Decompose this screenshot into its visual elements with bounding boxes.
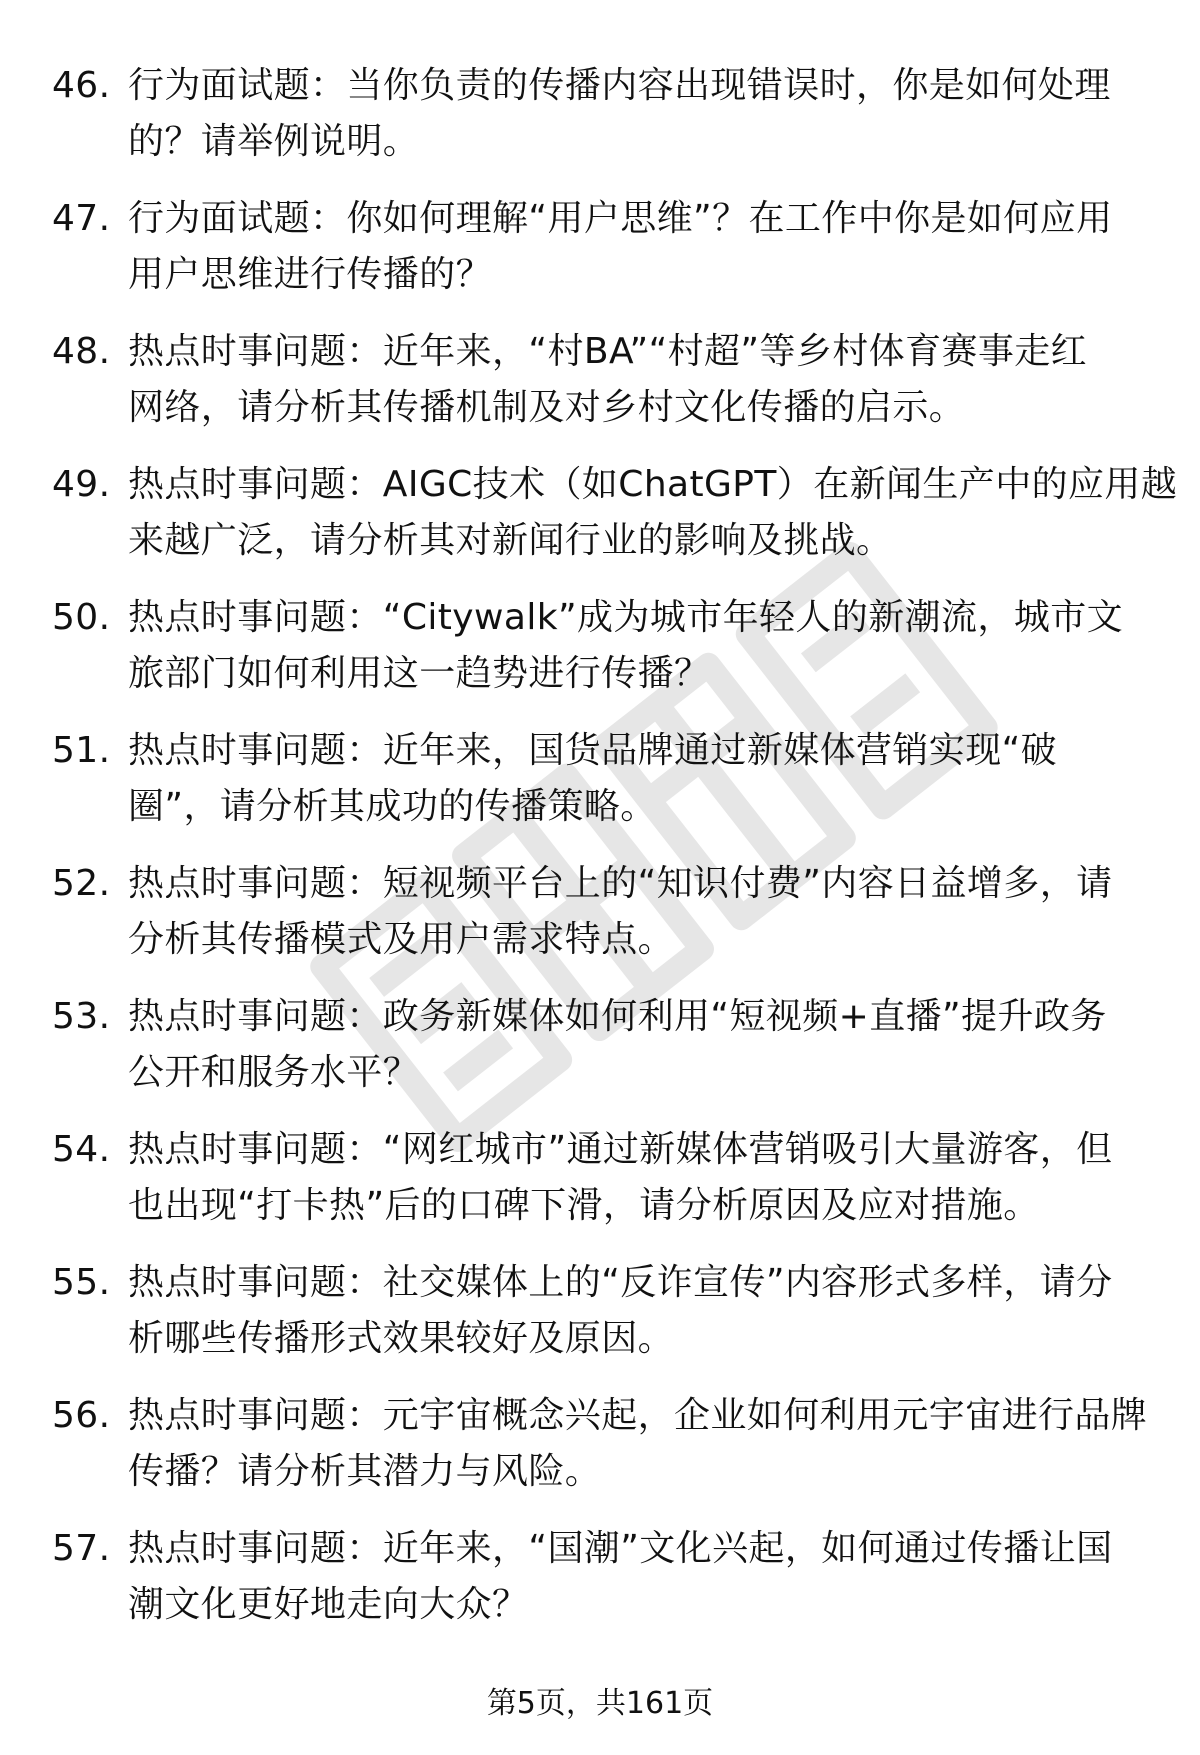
question-text bbox=[128, 1255, 1168, 1367]
question-item bbox=[52, 58, 1162, 191]
question-number: 49. bbox=[52, 464, 111, 505]
question-text-line: 传播？请分析其潜力与风险。 bbox=[128, 1451, 602, 1492]
page-number: 第5页，共161页 bbox=[486, 1686, 714, 1721]
question-text-line: 的？请举例说明。 bbox=[128, 121, 420, 162]
question-number: 53. bbox=[52, 996, 111, 1037]
question-text bbox=[128, 1122, 1168, 1234]
question-text bbox=[128, 989, 1168, 1101]
question-item bbox=[52, 191, 1162, 324]
question-text-line: 热点时事问题：元宇宙概念兴起，企业如何利用元宇宙进行品牌 bbox=[128, 1395, 1148, 1436]
question-item bbox=[52, 1521, 1162, 1654]
question-item bbox=[52, 723, 1162, 856]
question-number: 50. bbox=[52, 597, 111, 638]
question-text-line: 分析其传播模式及用户需求特点。 bbox=[128, 919, 675, 960]
question-text bbox=[128, 856, 1168, 968]
question-text-line: 用户思维进行传播的？ bbox=[128, 254, 493, 295]
question-text bbox=[128, 324, 1168, 436]
question-item bbox=[52, 1388, 1162, 1521]
question-number: 46. bbox=[52, 65, 111, 106]
question-text-line: 旅部门如何利用这一趋势进行传播？ bbox=[128, 653, 711, 694]
question-text-line: 圈”，请分析其成功的传播策略。 bbox=[128, 786, 657, 827]
question-text-line: 也出现“打卡热”后的口碑下滑，请分析原因及应对措施。 bbox=[128, 1185, 1040, 1226]
question-text-line: 热点时事问题：近年来，国货品牌通过新媒体营销实现“破 bbox=[128, 730, 1058, 771]
question-text-line: 潮文化更好地走向大众？ bbox=[128, 1584, 529, 1625]
question-text-line: 热点时事问题：近年来，“村BA”“村超”等乡村体育赛事走红 bbox=[128, 331, 1088, 372]
question-text bbox=[128, 457, 1178, 569]
question-number: 48. bbox=[52, 331, 111, 372]
question-item bbox=[52, 1255, 1162, 1388]
question-text-line: 行为面试题：当你负责的传播内容出现错误时，你是如何处理 bbox=[128, 65, 1111, 106]
question-text-line: 来越广泛，请分析其对新闻行业的影响及挑战。 bbox=[128, 520, 893, 561]
question-text bbox=[128, 723, 1168, 835]
question-text-line: 热点时事问题：社交媒体上的“反诈宣传”内容形式多样，请分 bbox=[128, 1262, 1113, 1303]
question-item bbox=[52, 324, 1162, 457]
question-text-line: 热点时事问题：短视频平台上的“知识付费”内容日益增多，请 bbox=[128, 863, 1113, 904]
question-text-line: 热点时事问题：近年来，“国潮”文化兴起，如何通过传播让国 bbox=[128, 1528, 1113, 1569]
question-item bbox=[52, 989, 1162, 1122]
question-item bbox=[52, 457, 1178, 590]
question-item bbox=[52, 1122, 1162, 1255]
question-number: 55. bbox=[52, 1262, 111, 1303]
question-text-line: 行为面试题：你如何理解“用户思维”？在工作中你是如何应用 bbox=[128, 198, 1113, 239]
question-number: 54. bbox=[52, 1129, 111, 1170]
question-number: 57. bbox=[52, 1528, 111, 1569]
question-text-line: 网络，请分析其传播机制及对乡村文化传播的启示。 bbox=[128, 387, 966, 428]
question-text-line: 热点时事问题：政务新媒体如何利用“短视频+直播”提升政务 bbox=[128, 996, 1107, 1037]
question-number: 56. bbox=[52, 1395, 111, 1436]
question-number: 47. bbox=[52, 198, 111, 239]
question-item bbox=[52, 590, 1162, 723]
question-text-line: 热点时事问题：AIGC技术（如ChatGPT）在新闻生产中的应用越 bbox=[128, 464, 1178, 505]
question-text-line: 热点时事问题：“网红城市”通过新媒体营销吸引大量游客，但 bbox=[128, 1129, 1113, 1170]
question-text-line: 热点时事问题：“Citywalk”成为城市年轻人的新潮流，城市文 bbox=[128, 597, 1124, 638]
question-text bbox=[128, 191, 1168, 303]
question-text bbox=[128, 1521, 1168, 1633]
question-list bbox=[52, 58, 1178, 1654]
question-text bbox=[128, 590, 1168, 702]
question-text-line: 公开和服务水平？ bbox=[128, 1052, 420, 1093]
question-number: 52. bbox=[52, 863, 111, 904]
question-number: 51. bbox=[52, 730, 111, 771]
question-text bbox=[128, 58, 1168, 170]
question-item bbox=[52, 856, 1162, 989]
question-text-line: 析哪些传播形式效果较好及原因。 bbox=[128, 1318, 675, 1359]
question-text bbox=[128, 1388, 1168, 1500]
